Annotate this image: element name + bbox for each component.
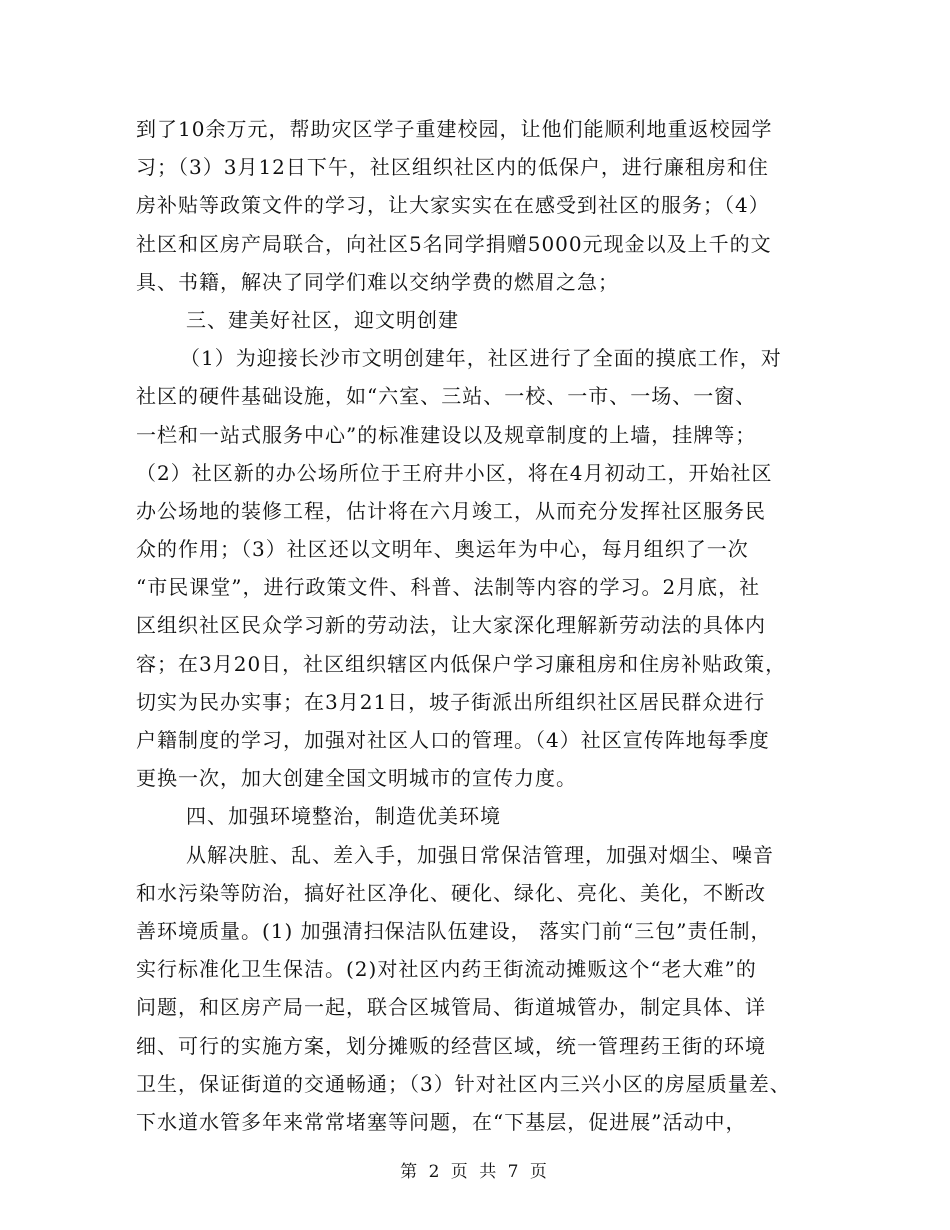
section-heading-3: 三、建美好社区，迎文明创建 xyxy=(186,307,459,332)
body-text xyxy=(136,110,816,1141)
text-line-15: 容；在3月20日，社区组织辖区内低保户学习廉租房和住房补贴政策， xyxy=(136,651,787,676)
text-line-16: 切实为民办实事；在3月21日，坡子街派出所组织社区居民群众进行 xyxy=(136,689,766,714)
text-line-12: 众的作用；（3）社区还以文明年、奥运年为中心，每月组织了一次 xyxy=(136,537,749,562)
text-line-10: （2）社区新的办公场所位于王府井小区，将在4月初动工，开始社区 xyxy=(136,460,773,485)
page-number: 第 2 页 共 7 页 xyxy=(400,1162,550,1182)
text-line-14: 区组织社区民众学习新的劳动法，让大家深化理解新劳动法的具体内 xyxy=(136,613,766,638)
text-line-9: 一栏和一站式服务中心”的标准建设以及规章制度的上墙，挂牌等； xyxy=(136,422,757,447)
text-line-24: 问题，和区房产局一起，联合区城管局、街道城管办，制定具体、详 xyxy=(136,995,766,1020)
text-line-8: 社区的硬件基础设施，如“六室、三站、一校、一市、一场、一窗、 xyxy=(136,384,757,409)
text-line-4: 社区和区房产局联合，向社区5名同学捐赠5000元现金以及上千的文 xyxy=(136,231,772,256)
text-line-22: 善环境质量。(1) 加强清扫保洁队伍建设， 落实门前“三包”责任制， xyxy=(136,918,772,943)
text-line-20: 从解决脏、乱、差入手，加强日常保洁管理，加强对烟尘、噪音 xyxy=(186,842,774,867)
text-line-11: 办公场地的装修工程，估计将在六月竣工，从而充分发挥社区服务民 xyxy=(136,498,766,523)
text-line-25: 细、可行的实施方案，划分摊贩的经营区域，统一管理药王街的环境 xyxy=(136,1033,766,1058)
text-line-26: 卫生，保证街道的交通畅通；（3）针对社区内三兴小区的房屋质量差、 xyxy=(136,1071,791,1096)
text-line-13: “市民课堂”，进行政策文件、科普、法制等内容的学习。2月底，社 xyxy=(136,575,761,600)
text-line-21: 和水污染等防治，搞好社区净化、硬化、绿化、亮化、美化，不断改 xyxy=(136,880,766,905)
text-line-2: 习；（3）3月12日下午，社区组织社区内的低保户，进行廉租房和住 xyxy=(136,155,769,180)
text-line-1: 到了10余万元，帮助灾区学子重建校园，让他们能顺利地重返校园学 xyxy=(136,117,773,141)
text-line-23: 实行标准化卫生保洁。(2)对社区内药王街流动摊贩这个“老大难”的 xyxy=(136,957,757,982)
text-line-7: （1）为迎接长沙市文明创建年，社区进行了全面的摸底工作，对 xyxy=(180,346,782,371)
text-line-17: 户籍制度的学习，加强对社区人口的管理。（4）社区宣传阵地每季度 xyxy=(136,728,770,752)
section-heading-4: 四、加强环境整治，制造优美环境 xyxy=(186,804,501,829)
text-line-5: 具、书籍，解决了同学们难以交纳学费的燃眉之急； xyxy=(136,269,619,294)
text-line-18: 更换一次，加大创建全国文明城市的宣传力度。 xyxy=(136,766,577,791)
text-line-27: 下水道水管多年来常常堵塞等问题，在“下基层，促进展”活动中， xyxy=(136,1109,747,1134)
text-line-3: 房补贴等政策文件的学习，让大家实实在在感受到社区的服务；（4） xyxy=(136,193,770,218)
